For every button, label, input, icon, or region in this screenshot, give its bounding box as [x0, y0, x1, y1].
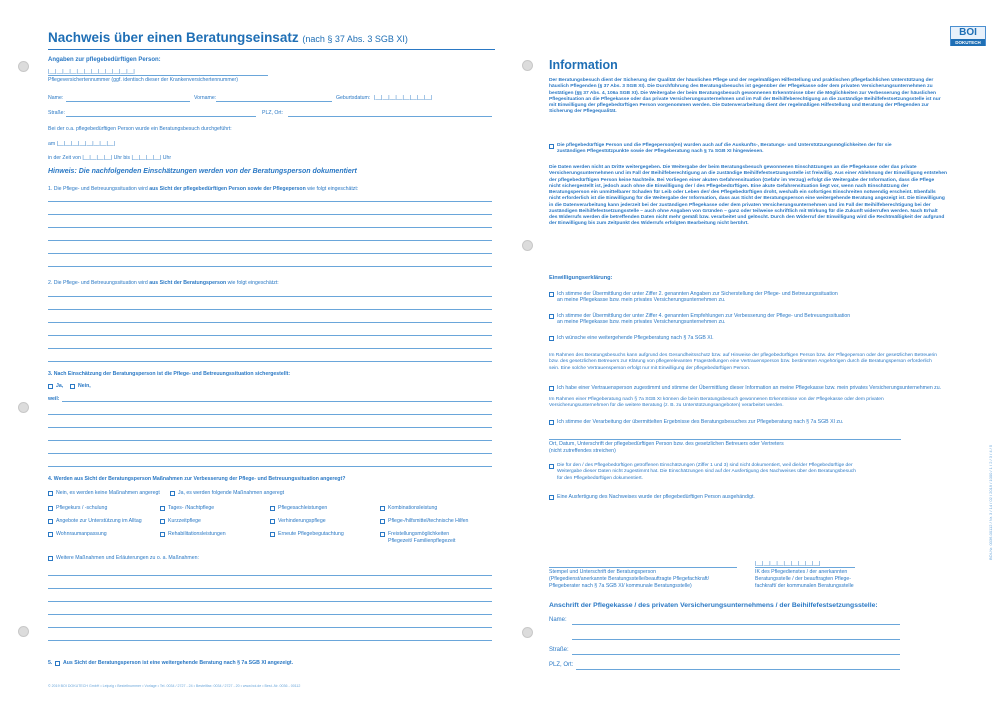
stamp-label: Pflegeberater nach § 7a SGB XI/ kommunale Beratungsstelle)	[549, 583, 692, 589]
measure-label: Pflegesachleistungen	[278, 505, 328, 511]
address-name-field[interactable]	[572, 624, 900, 625]
results-checkbox[interactable]	[549, 420, 554, 425]
consent-2-text: Ich stimme der Übermittlung der unter Ziffer 4. genannten Empfehlungen zur Verbesserung der Pflege- und Betreuungssituation	[557, 313, 851, 319]
q2-line[interactable]	[48, 309, 492, 310]
logo-bottom-text: DOKUTECH	[951, 39, 985, 46]
q4-no-label: Nein, es werden keine Maßnahmen angeregt	[56, 490, 160, 496]
q2-line[interactable]	[48, 322, 492, 323]
brand-logo	[950, 26, 986, 46]
q1-prefix: 1. Die Pflege- und Betreuungssituation wird	[48, 186, 148, 192]
street-field[interactable]	[66, 116, 256, 117]
question-5: Aus Sicht der Beratungsperson ist eine weitergehende Beratung nach § 7a SGB XI angezeigt.	[63, 660, 294, 666]
q1-line[interactable]	[48, 227, 492, 228]
copy-checkbox[interactable]	[549, 495, 554, 500]
address-heading: Anschrift der Pflegekasse / des privaten Versicherungsunternehmens / der Beihilfefestsetzungsstelle:	[549, 602, 878, 609]
q4-line[interactable]	[48, 640, 492, 641]
measure-label: Verhinderungspflege	[278, 518, 326, 524]
measure-checkbox[interactable]	[380, 532, 385, 537]
address-street-field[interactable]	[572, 654, 900, 655]
further-measures-checkbox[interactable]	[48, 556, 53, 561]
q5-checkbox[interactable]	[55, 661, 60, 666]
stamp-label: (Pflegedienst/anerkannte Beratungsstelle/beauftragte Pflegefachkraft/	[549, 576, 710, 582]
q3-line[interactable]	[62, 401, 492, 402]
ik-label: fachkraft/ der kommunalen Beratungsstelle	[755, 583, 854, 589]
address-name-label: Name:	[549, 617, 567, 623]
ik-label: Beratungsstelle / der beauftragten Pflege-	[755, 576, 852, 582]
q2-suffix: wie folgt eingeschätzt:	[227, 280, 279, 286]
q2-line[interactable]	[48, 361, 492, 362]
copy-checkbox-text: Eine Ausfertigung des Nachweises wurde der pflegebedürftigen Person ausgehändigt.	[557, 494, 755, 500]
q2-prefix: 2. Die Pflege- und Betreuungssituation wird	[48, 280, 148, 286]
person-heading: Angaben zur pflegebedürftigen Person:	[48, 57, 161, 63]
title-suffix: (nach § 37 Abs. 3 SGB XI)	[302, 34, 408, 44]
measure-checkbox[interactable]	[160, 506, 165, 511]
question-3: 3. Nach Einschätzung der Beratungsperson ist die Pflege- und Betreuungssituation sichergestellt:	[48, 371, 291, 377]
unable-checkbox[interactable]	[549, 464, 554, 469]
side-code: BOI-Nr. 0036-00112 / Nr. 3 / 14 / 02 / 2019 / 1000 / 1 / 2 / 3 / 4 / 5	[988, 444, 993, 560]
visit-time-row[interactable]: in der Zeit von |__|__|__|__| Uhr bis |__|__|__|__| Uhr	[48, 155, 172, 161]
q2-line[interactable]	[48, 335, 492, 336]
measure-label: Kurzzeitpflege	[168, 518, 201, 524]
question-2	[48, 280, 279, 286]
address-city-label: PLZ, Ort:	[549, 662, 574, 668]
question-4: 4. Werden aus Sicht der Beratungsperson Maßnahmen zur Verbesserung der Pflege- und Betreuungssituation angeregt?	[48, 476, 346, 482]
measure-label: Angebote zur Unterstützung im Alltag	[56, 518, 142, 524]
q3-no-label: Nein,	[78, 383, 91, 389]
period-end-label: Uhr	[162, 155, 172, 161]
results-paragraph: Im Rahmen einer Pflegeberatung nach § 7a SGB XI können die beim Beratungsbesuch gewonnenen Erkenntnisse von der Pflegekasse oder dem privaten Versicherungsunternehmen für die weitere Beratung (z. B. zu Unterstützungsangeboten) verarbeitet werden.	[549, 397, 884, 409]
q5-prefix: 5.	[48, 660, 53, 666]
punch-hole	[18, 402, 29, 413]
measure-label: Erneute Pflegebegutachtung	[278, 531, 344, 537]
title-rule	[48, 49, 495, 50]
q3-line[interactable]	[48, 414, 492, 415]
firstname-label: Vorname:	[194, 95, 217, 101]
address-name-field-2[interactable]	[572, 639, 900, 640]
measure-label: Kombinationsleistung	[388, 505, 438, 511]
page-title	[48, 30, 408, 45]
measure-label: Tages- /Nachtpflege	[168, 505, 215, 511]
measure-checkbox[interactable]	[270, 506, 275, 511]
stamp-label: Stempel und Unterschrift der Beratungsperson	[549, 569, 656, 575]
birthdate-label: Geburtsdatum:	[336, 95, 371, 101]
q3-no-checkbox[interactable]	[70, 384, 75, 389]
visit-date-row[interactable]: am |__|__|__|__|__|__|__|__|	[48, 141, 115, 147]
measure-checkbox[interactable]	[160, 519, 165, 524]
measure-checkbox[interactable]	[380, 506, 385, 511]
q4-no-checkbox[interactable]	[48, 491, 53, 496]
zip-city-field[interactable]	[288, 116, 492, 117]
measure-label: Pflege-/hilfsmittel/technische Hilfen	[388, 518, 469, 524]
measure-checkbox[interactable]	[380, 519, 385, 524]
birthdate-boxes[interactable]: |__|__|__|__|__|__|__|__|	[374, 95, 433, 101]
question-1	[48, 186, 358, 192]
measure-label: Rehabilitationsleistungen	[168, 531, 226, 537]
name-field[interactable]	[66, 101, 190, 102]
q1-line[interactable]	[48, 266, 492, 267]
punch-hole	[522, 60, 533, 71]
trust-checkbox[interactable]	[549, 386, 554, 391]
q1-line[interactable]	[48, 201, 492, 202]
consent-heading: Einwilligungserklärung:	[549, 275, 613, 281]
on-label: am	[48, 141, 56, 147]
consent-1-text: Ich stimme der Übermittlung der unter Ziffer 2. genannten Angaben zur Sicherstellung der Pflege- und Betreuungssituation	[557, 291, 838, 297]
logo-top-text: BOI	[951, 27, 985, 39]
address-city-field[interactable]	[576, 669, 900, 670]
zip-city-label: PLZ, Ort:	[262, 110, 284, 116]
measure-checkbox[interactable]	[48, 532, 53, 537]
punch-hole	[522, 627, 533, 638]
name-label: Name:	[48, 95, 64, 101]
q3-because-label: weil:	[48, 396, 60, 402]
q4-line[interactable]	[48, 627, 492, 628]
info-checkbox-text: Die pflegebedürftige Person und die Pflegeperson(en) wurden auch auf die Auskunfts-, Beratungs- und Unterstützungsmöglichkeiten der für sie zuständigen Pflegestützpunkte sowie der Pflegeberatung nach § 7a SGB XI hingewiesen.	[557, 143, 892, 155]
punch-hole	[522, 240, 533, 251]
q4-line[interactable]	[48, 575, 492, 576]
measure-checkbox[interactable]	[160, 532, 165, 537]
consent-3-text: Ich wünsche eine weitergehende Pflegeberatung nach § 7a SGB XI.	[557, 335, 714, 341]
ik-boxes[interactable]: |__|__|__|__|__|__|__|__|__|	[755, 561, 821, 567]
visit-statement: Bei der o.a. pflegebedürftigen Person wurde ein Beratungsbesuch durchgeführt:	[48, 126, 232, 132]
address-street-label: Straße:	[549, 647, 569, 653]
consent-1-text-b: an meine Pflegekasse bzw. mein privates Versicherungsunternehmen zu.	[557, 297, 726, 303]
street-label: Straße:	[48, 110, 66, 116]
q3-yes-label: Ja,	[56, 383, 64, 389]
signature-sublabel: (nicht zutreffendes streichen)	[549, 448, 616, 454]
insurance-number-boxes[interactable]: |__|__|__|__|__|__|__|__|__|__|__|__|	[48, 69, 135, 75]
measure-checkbox[interactable]	[270, 532, 275, 537]
footer: © 2019 BOI DOKUTECH GmbH • Leipzig • Bestellnummer • Vorlage • Tel. 0034 / 2727 - 24 • Bestellfax: 0034 / 2727 - 20 • www.boi.de • Best.-Nr. 0036 - 00112	[48, 684, 301, 688]
punch-hole	[18, 626, 29, 637]
measure-checkbox[interactable]	[270, 519, 275, 524]
consent-2-text-b: an meine Pflegekasse bzw. mein privates Versicherungsunternehmen zu.	[557, 319, 726, 325]
q3-line[interactable]	[48, 440, 492, 441]
stamp-line[interactable]	[549, 567, 737, 568]
q4-line[interactable]	[48, 601, 492, 602]
q4-line[interactable]	[48, 588, 492, 589]
measure-checkbox[interactable]	[48, 519, 53, 524]
q1-suffix: wie folgt eingeschätzt:	[307, 186, 359, 192]
consent-checkbox-3[interactable]	[549, 336, 554, 341]
info-checkbox[interactable]	[549, 144, 554, 149]
firstname-field[interactable]	[216, 101, 332, 102]
q1-line[interactable]	[48, 253, 492, 254]
q2-bold: aus Sicht der Beratungsperson	[149, 280, 227, 286]
unable-checkbox-text: Die für den / des Pflegebedürftigen getroffenen Einschätzungen (Ziffer 1 und 3) sind nicht dokumentiert, weil die/der Pflegebedürftige der Weitergabe dieser Daten nicht zugestimmt hat. Die Einschätzungen sind auf der Ausfertigung des Nachweises über den Beratungsbesuch für den Pflegebedürftigen dokumentiert.	[557, 463, 856, 481]
punch-hole	[18, 61, 29, 72]
q4-yes-label: Ja, es werden folgende Maßnahmen angeregt	[178, 490, 285, 496]
q4-yes-checkbox[interactable]	[170, 491, 175, 496]
trust-checkbox-text: Ich habe einer Vertrauensperson zugestimmt und stimme der Übermittlung dieser Information an meine Pflegekasse bzw. mein privates Versicherungsunternehmen zu.	[557, 385, 942, 391]
q4-line[interactable]	[48, 614, 492, 615]
notice: Hinweis: Die nachfolgenden Einschätzungen werden von der Beratungsperson dokumentiert	[48, 168, 357, 175]
period-to-label: Uhr bis	[113, 155, 131, 161]
period-from-label: in der Zeit von	[48, 155, 81, 161]
measure-label: Wohnraumanpassung	[56, 531, 107, 537]
data-paragraph: Die Daten werden nicht an Dritte weitergegeben. Die Weitergabe der beim Beratungsbesuch gewonnenen Einschätzungen an die Pflegekasse oder das private Versicherungsunternehmen und im Fall der Beihilfeberechtigung an die zuständige Beihilfefestsetzungsstelle ist freiwillig. Aus einer Ablehnung der Einwilligung entstehen der pflegebedürftigen Person keine Nachteile. Bei Vorliegen einer akuten Gefahrensituation (Gefahr im Verzug) erfolgt die Weitergabe der Information, dass die Pflege nicht sichergestellt ist, jedoch auch ohne die Einwilligung der / des Pflegebedürftigen. Eine akute Gefahrensituation liegt vor, wenn nach Einschätzung der Beratungsperson ein unmittelbarer Schaden für Leib oder Leben der/ des Pflegebedürftigen droht, weshalb ein sofortiges Einschreiten notwendig erscheint. Ebenfalls nicht erforderlich ist die Einwilligung für die Weitergabe der Information, dass aus Sicht der Beratungsperson eine weitergehende Beratung angezeigt ist. Die Einwilligung in die Datenverarbeitung kann jederzeit bei der zuständigen Pflegekasse oder dem privaten Versicherungsunternehmen und im Fall der Beihilfeberechtigung bei der zuständigen Beihilfefestsetzungsstelle – auch ohne Angaben von Gründen – ganz oder teilweise schriftlich mit Wirkung für die Zukunft widerrufen werden. Nach Erhalt des Widerrufs werden die betreffenden Daten nicht mehr gemäß bzw. verarbeitet und gelöscht. Durch den Widerruf der Einwilligung wird die Rechtmäßigkeit der aufgrund der Einwilligung bis zum Zeitpunkt des Widerrufs erfolgten Bearbeitung nicht berührt.	[549, 165, 948, 227]
ik-label: IK des Pflegedienstes / der anerkannten	[755, 569, 848, 575]
consent-checkbox-1[interactable]	[549, 292, 554, 297]
results-checkbox-text: Ich stimme der Verarbeitung der übermittelten Ergebnisse des Beratungsbesuches zur Pflegeberatung nach § 7a SGB XI zu.	[557, 419, 844, 425]
measure-label-extra: Pflegezeit/ Familienpflegezeit	[388, 538, 456, 544]
title-text: Nachweis über einen Beratungseinsatz	[48, 30, 299, 45]
consent-checkbox-2[interactable]	[549, 314, 554, 319]
q2-line[interactable]	[48, 348, 492, 349]
q2-line[interactable]	[48, 296, 492, 297]
trust-paragraph: Im Rahmen des Beratungsbesuchs kann aufgrund des Gesundheitsschutz bzw. auf Hinweise der pflegebedürftigen Person bzw. der Pflegeperson oder der gesetzlichen Betreuerin bzw. des gesetzlichen Betreuers zur Klärung von pflegerelevanten Fragestellungen eine Vertrauensperson bzw. bestimmten Angehörigen durch die Beratungsperson erforderlich sein. Eine solche Vertrauensperson erfolgt nur mit Einwilligung der pflegebedürftigen Person.	[549, 353, 937, 371]
signature-label: Ort, Datum, Unterschrift der pflegebedürftigen Person bzw. des gesetzlichen Betreuers oder Vertreters	[549, 441, 784, 447]
insurance-number-line	[48, 75, 268, 76]
info-title: Information	[549, 58, 618, 72]
q3-line[interactable]	[48, 427, 492, 428]
signature-line[interactable]	[549, 439, 901, 440]
q1-line[interactable]	[48, 240, 492, 241]
q3-line[interactable]	[48, 453, 492, 454]
measure-label: Freistellungsmöglichkeiten	[388, 531, 450, 537]
q3-line[interactable]	[48, 466, 492, 467]
insurance-number-label: Pflegeversichertennummer (ggf. identisch dieser der Krankenversichertennummer)	[48, 77, 239, 83]
measure-label: Pflegekurs / -schulung	[56, 505, 108, 511]
further-measures-label: Weitere Maßnahmen und Erläuterungen zu o. a. Maßnahmen:	[56, 555, 199, 561]
q3-yes-checkbox[interactable]	[48, 384, 53, 389]
q1-bold: aus Sicht der pflegebedürftigen Person sowie der Pflegeperson	[149, 186, 306, 192]
q1-line[interactable]	[48, 214, 492, 215]
intro-paragraph: Der Beratungsbesuch dient der Sicherung der Qualität der häuslichen Pflege und der regelmäßigen Hilfestellung und praktischen pflegefachlichen Unterstützung der häuslich Pflegenden (§ 37 Abs. 3 SGB XI). Die Durchführung des Beratungsbesuchs ist gegenüber der Pflegekasse oder dem privaten Versicherungsunternehmen zu bestätigen (§§ 37 Abs. 4, 106a SGB XI). Die Weitergabe der beim Beratungsbesuch gewonnenen Erkenntnisse über die Möglichkeiten zur Verbesserung der häuslichen Pflegesituation an die Pflegekasse oder das private Versicherungsunternehmen und im Fall der Beihilfeberechtigung an die zuständige Beihilfefestsetzungsstelle ist nur mit Einwilligung der pflegebedürftigen Person vorgenommen werden. Die Datenverarbeitung dient der regelmäßigen Hilfestellung und Beratung der Pflegenden zur Sicherung der Pflegequalität.	[549, 78, 941, 115]
ik-line	[755, 567, 855, 568]
measure-checkbox[interactable]	[48, 506, 53, 511]
